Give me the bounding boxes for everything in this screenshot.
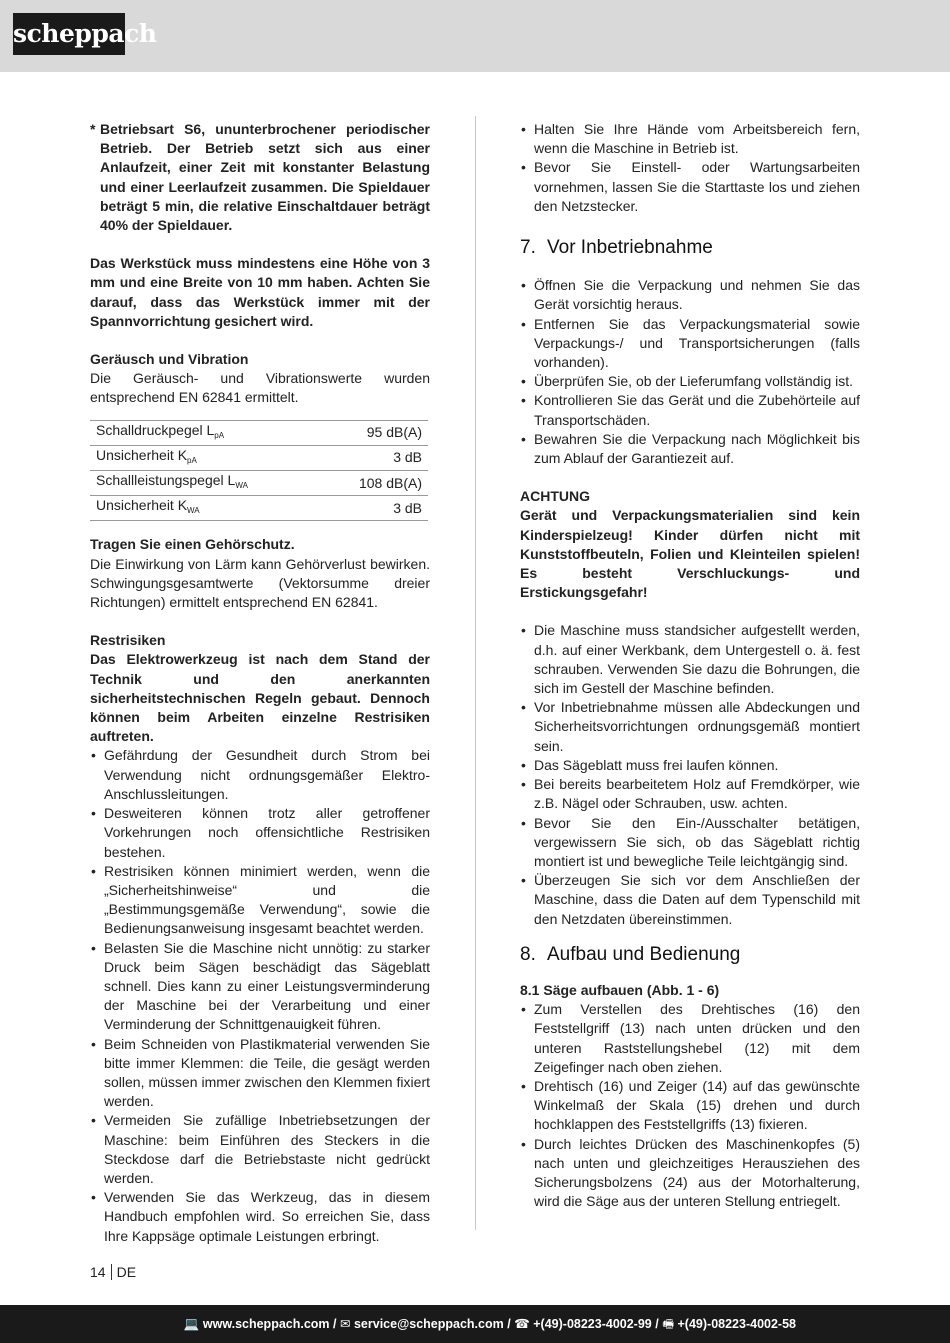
warning-text: Gerät und Verpackungsmaterialien sind kein Kinderspielzeug! Kinder dürfen nicht mit Kunststoffbeuteln, Folien und Kleinteilen spielen! Es besteht Verschluckungs- und Erstickungsgefahr! [520, 507, 860, 601]
hearing-heading: Tragen Sie einen Gehörschutz. [90, 536, 295, 553]
separator: / [333, 1317, 337, 1331]
list-item: • Belasten Sie die Maschine nicht unnötig: zu starker Druck beim Sägen beschädigt das Sägeblatt schnell. Dies kann zu einer Leistungsverminderung der Maschine bei der Verarbeitung und einer Verminderung der Schnittgenauigkeit führen. [90, 939, 430, 1035]
risk-intro: Das Elektrowerkzeug ist nach dem Stand der Technik und den anerkannten sicherheitstechnischen Regeln gebaut. Dennoch können beim Arbeiten einzelne Restrisiken auftreten. [90, 651, 430, 745]
operating-mode-footnote [90, 120, 430, 235]
fax-icon: 🖷 [662, 1317, 675, 1331]
website-link[interactable]: www.scheppach.com [202, 1317, 330, 1331]
subsection-8-1-heading: 8.1 Säge aufbauen (Abb. 1 - 6) [520, 981, 720, 998]
list-item: • Öffnen Sie die Verpackung und nehmen Sie das Gerät vorsichtig heraus. [520, 276, 860, 314]
table-row [90, 445, 428, 470]
table-row [90, 471, 428, 496]
workpiece-note: Das Werkstück muss mindestens eine Höhe von 3 mm und eine Breite von 10 mm haben. Achten Sie darauf, dass das Werkstück immer mit der Spannvorrichtung gesichert wird. [90, 255, 430, 329]
list-item: • Beim Schneiden von Plastikmaterial verwenden Sie bitte immer Klemmen: die Teile, die gesägt werden sollen, müssen immer zwischen den Klemmen fixiert werden. [90, 1035, 430, 1112]
list-item: • Die Maschine muss standsicher aufgestellt werden, d.h. auf einer Werkbank, dem Untergestell o. ä. fest schrauben. Verwenden Sie dazu die Bohrungen, die sich im Gestell der Maschine befinden. [520, 621, 860, 698]
risk-list [90, 746, 430, 1245]
table-row [90, 420, 428, 445]
list-item: • Durch leichtes Drücken des Maschinenkopfes (5) nach unten und gleichzeitiges Herausziehen des Sicherungsbolzens (24) aus der Motorhalterung, wird die Säge aus der unteren Stellung entriegelt. [520, 1135, 860, 1212]
list-item: • Vermeiden Sie zufällige Inbetriebsetzungen der Maschine: beim Einführen des Steckers in die Steckdose darf die Betriebstaste nicht gedrückt werden. [90, 1111, 430, 1188]
table-value: 95 dB(A) [322, 420, 428, 445]
table-value: 108 dB(A) [322, 471, 428, 496]
scheppach-logo: scheppach [13, 13, 125, 55]
left-column [90, 120, 430, 1246]
noise-text: Die Geräusch- und Vibrationswerte wurden entsprechend EN 62841 ermittelt. [90, 370, 430, 406]
list-item: • Überzeugen Sie sich vor dem Anschließen der Maschine, dass die Daten auf dem Typenschild mit den Netzdaten übereinstimmen. [520, 871, 860, 929]
list-item: • Restrisiken können minimiert werden, wenn die „Sicherheitshinweise“ und die „Bestimmungsgemäße Verwendung“, sowie die Bedienungsanweisung insgesamt beachtet werden. [90, 862, 430, 939]
table-value: 3 dB [322, 496, 428, 521]
list-item: • Entfernen Sie das Verpackungsmaterial sowie Verpackungs-/ und Transportsicherungen (falls vorhanden). [520, 315, 860, 373]
contact-footer [0, 1305, 950, 1343]
page-number-value: 14 [90, 1264, 106, 1280]
table-label: Unsicherheit $K_{pA}$ [90, 445, 322, 470]
list-item: • Halten Sie Ihre Hände vom Arbeitsbereich fern, wenn die Maschine in Betrieb ist. [520, 120, 860, 158]
header-bar [0, 0, 950, 72]
computer-icon: 💻 [183, 1317, 200, 1331]
risk-heading: Restrisiken [90, 632, 166, 649]
table-label: Unsicherheit $K_{WA}$ [90, 496, 322, 521]
list-item: • Vor Inbetriebnahme müssen alle Abdeckungen und Sicherheitsvorrichtungen ordnungsgemäß montiert sein. [520, 698, 860, 756]
noise-heading: Geräusch und Vibration [90, 351, 249, 368]
list-item: • Drehtisch (16) und Zeiger (14) auf das gewünschte Winkelmaß der Skala (15) drehen und durch hochklappen des Feststellgriffs (13) fixieren. [520, 1077, 860, 1135]
page-number [90, 1264, 136, 1280]
footnote-mark: * [90, 121, 96, 137]
list-item: • Das Sägeblatt muss frei laufen können. [520, 756, 860, 775]
before-start-list [520, 276, 860, 468]
mail-icon: ✉ [340, 1317, 351, 1331]
list-item: • Kontrollieren Sie das Gerät und die Zubehörteile auf Transportschäden. [520, 391, 860, 429]
list-item: • Verwenden Sie das Werkzeug, das in diesem Handbuch empfohlen wird. So erreichen Sie, dass Ihre Kappsäge optimale Leistungen erbringt. [90, 1188, 430, 1246]
list-item: • Bewahren Sie die Verpackung nach Möglichkeit bis zum Ablauf der Garantiezeit auf. [520, 430, 860, 468]
section-8-heading: 8. Aufbau und Bedienung [520, 943, 741, 965]
list-item: • Bevor Sie den Ein-/Ausschalter betätigen, vergewissern Sie sich, ob das Sägeblatt richtig montiert ist und bewegliche Teile leichtgängig sind. [520, 814, 860, 872]
section-7-heading: 7. Vor Inbetriebnahme [520, 237, 713, 259]
table-value: 3 dB [322, 445, 428, 470]
list-item: • Bevor Sie Einstell- oder Wartungsarbeiten vornehmen, lassen Sie die Starttaste los und ziehen den Netzstecker. [520, 158, 860, 216]
list-item: • Überprüfen Sie, ob der Lieferumfang vollständig ist. [520, 372, 860, 391]
list-item: • Gefährdung der Gesundheit durch Strom bei Verwendung nicht ordnungsgemäßer Elektro-Anschlussleitungen. [90, 746, 430, 804]
fax-number: +(49)-08223-4002-58 [677, 1317, 796, 1331]
page-separator [111, 1264, 112, 1280]
hearing-text: Die Einwirkung von Lärm kann Gehörverlust bewirken. Schwingungsgesamtwerte (Vektorsumme dreier Richtungen) ermittelt entsprechend EN 62841. [90, 555, 430, 611]
phone-number: +(49)-08223-4002-99 [533, 1317, 652, 1331]
setup-list [520, 621, 860, 928]
list-item: • Bei bereits bearbeitetem Holz auf Fremdkörper, wie z.B. Nägel oder Schrauben, usw. achten. [520, 775, 860, 813]
table-row [90, 496, 428, 521]
list-item: • Zum Verstellen des Drehtisches (16) den Feststellgriff (13) nach unten drücken und den unteren Raststellungshebel (12) mit dem Zeigefinger nach oben ziehen. [520, 1000, 860, 1077]
right-column [520, 120, 860, 1211]
footnote-text: Betriebsart S6, ununterbrochener periodischer Betrieb. Der Betrieb setzt sich aus einer Anlaufzeit, einer Zeit mit konstanter Belastung und einer Leerlaufzeit zusammen. Die Spieldauer beträgt 5 min, die relative Einschaltdauer beträgt 40% der Spieldauer. [100, 121, 430, 234]
table-label: Schallleistungspegel $L_{WA}$ [90, 471, 322, 496]
language-code: DE [116, 1264, 137, 1280]
noise-table [90, 420, 428, 522]
assembly-list [520, 1000, 860, 1211]
warning-heading: ACHTUNG [520, 488, 590, 505]
list-item: • Desweiteren können trotz aller getroffener Vorkehrungen noch offensichtliche Restrisiken bestehen. [90, 804, 430, 862]
phone-icon: ☎ [514, 1317, 530, 1331]
table-label: Schalldruckpegel $L_{pA}$ [90, 420, 322, 445]
column-divider [475, 116, 476, 1230]
separator: / [507, 1317, 511, 1331]
safety-list [520, 120, 860, 216]
separator: / [655, 1317, 659, 1331]
email-link[interactable]: service@scheppach.com [353, 1317, 504, 1331]
